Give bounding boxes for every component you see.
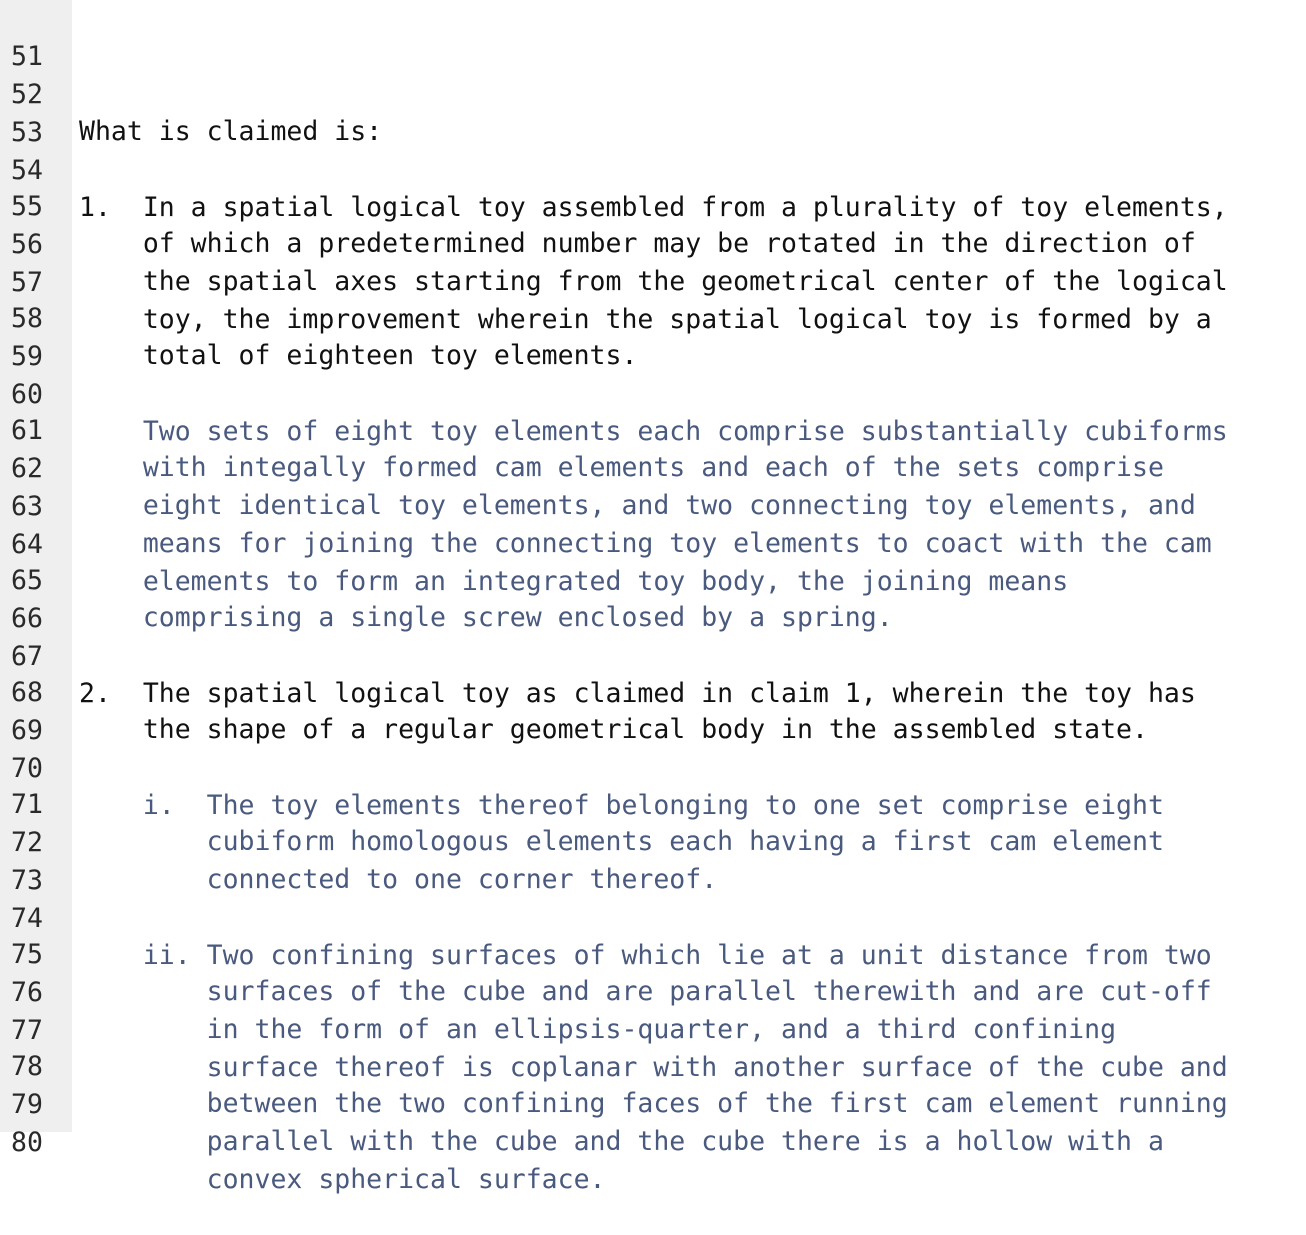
line-text: surface thereof is coplanar with another surface of the cube and <box>79 1052 1228 1083</box>
line-number: 78 <box>11 1051 43 1082</box>
line-text: toy, the improvement wherein the spatial logical toy is formed by a <box>79 304 1212 335</box>
line-number: 54 <box>11 155 43 186</box>
line-number: 58 <box>11 303 43 334</box>
line-number: 75 <box>11 939 43 970</box>
line-number: 72 <box>11 827 43 858</box>
line-number: 61 <box>11 415 43 446</box>
line-number: 62 <box>11 453 43 484</box>
line-number: 77 <box>11 1015 43 1046</box>
line-text: the shape of a regular geometrical body in the assembled state. <box>79 714 1148 745</box>
line-text: Two sets of eight toy elements each comprise substantially cubiforms <box>79 416 1228 447</box>
line-text: What is claimed is: <box>79 116 383 147</box>
line-text: means for joining the connecting toy elements to coact with the cam <box>79 528 1212 559</box>
editor-line <box>0 301 64 372</box>
line-number: 80 <box>11 1127 43 1158</box>
line-text: convex spherical surface. <box>79 1164 606 1195</box>
line-number: 69 <box>11 715 43 746</box>
line-text: the spatial axes starting from the geometrical center of the logical <box>79 266 1228 297</box>
editor-line <box>0 1087 606 1195</box>
line-number: 70 <box>11 753 43 784</box>
line-text: with integally formed cam elements and each of the sets comprise <box>79 452 1164 483</box>
line-number: 67 <box>11 641 43 672</box>
line-number: 63 <box>11 491 43 522</box>
line-number: 71 <box>11 789 43 820</box>
line-text: 2. The spatial logical toy as claimed in claim 1, wherein the toy has <box>79 678 1196 709</box>
line-text: comprising a single screw enclosed by a spring. <box>79 602 893 633</box>
editor-line <box>0 675 64 746</box>
line-number: 74 <box>11 903 43 934</box>
line-number: 66 <box>11 603 43 634</box>
line-number: 65 <box>11 565 43 596</box>
line-number: 59 <box>11 341 43 372</box>
line-text: surfaces of the cube and are parallel therewith and are cut-off <box>79 976 1212 1007</box>
editor-line <box>0 563 64 634</box>
line-number: 76 <box>11 977 43 1008</box>
line-number: 51 <box>11 41 43 72</box>
line-text: i. The toy elements thereof belonging to one set comprise eight <box>79 790 1164 821</box>
line-text: connected to one corner thereof. <box>79 864 718 895</box>
line-text: elements to form an integrated toy body, the joining means <box>79 566 1069 597</box>
line-text: of which a predetermined number may be rotated in the direction of <box>79 228 1196 259</box>
line-text: 1. In a spatial logical toy assembled from a plurality of toy elements, <box>79 192 1228 223</box>
line-number: 57 <box>11 267 43 298</box>
line-number: 73 <box>11 865 43 896</box>
line-text: eight identical toy elements, and two connecting toy elements, and <box>79 490 1196 521</box>
line-number: 53 <box>11 117 43 148</box>
line-text: in the form of an ellipsis-quarter, and a third confining <box>79 1014 1117 1045</box>
line-number: 68 <box>11 677 43 708</box>
editor-line <box>0 1 64 72</box>
line-number: 64 <box>11 529 43 560</box>
line-number: 79 <box>11 1089 43 1120</box>
line-text: parallel with the cube and the cube there is a hollow with a <box>79 1126 1164 1157</box>
line-text: between the two confining faces of the first cam element running <box>79 1088 1228 1119</box>
line-number: 56 <box>11 229 43 260</box>
line-number: 55 <box>11 191 43 222</box>
editor-line <box>0 825 64 896</box>
line-text: cubiform homologous elements each having a first cam element <box>79 826 1164 857</box>
editor-line <box>0 77 64 148</box>
line-number: 52 <box>11 79 43 110</box>
line-text: ii. Two confining surfaces of which lie at a unit distance from two <box>79 940 1212 971</box>
line-text: total of eighteen toy elements. <box>79 340 638 371</box>
line-number: 60 <box>11 379 43 410</box>
